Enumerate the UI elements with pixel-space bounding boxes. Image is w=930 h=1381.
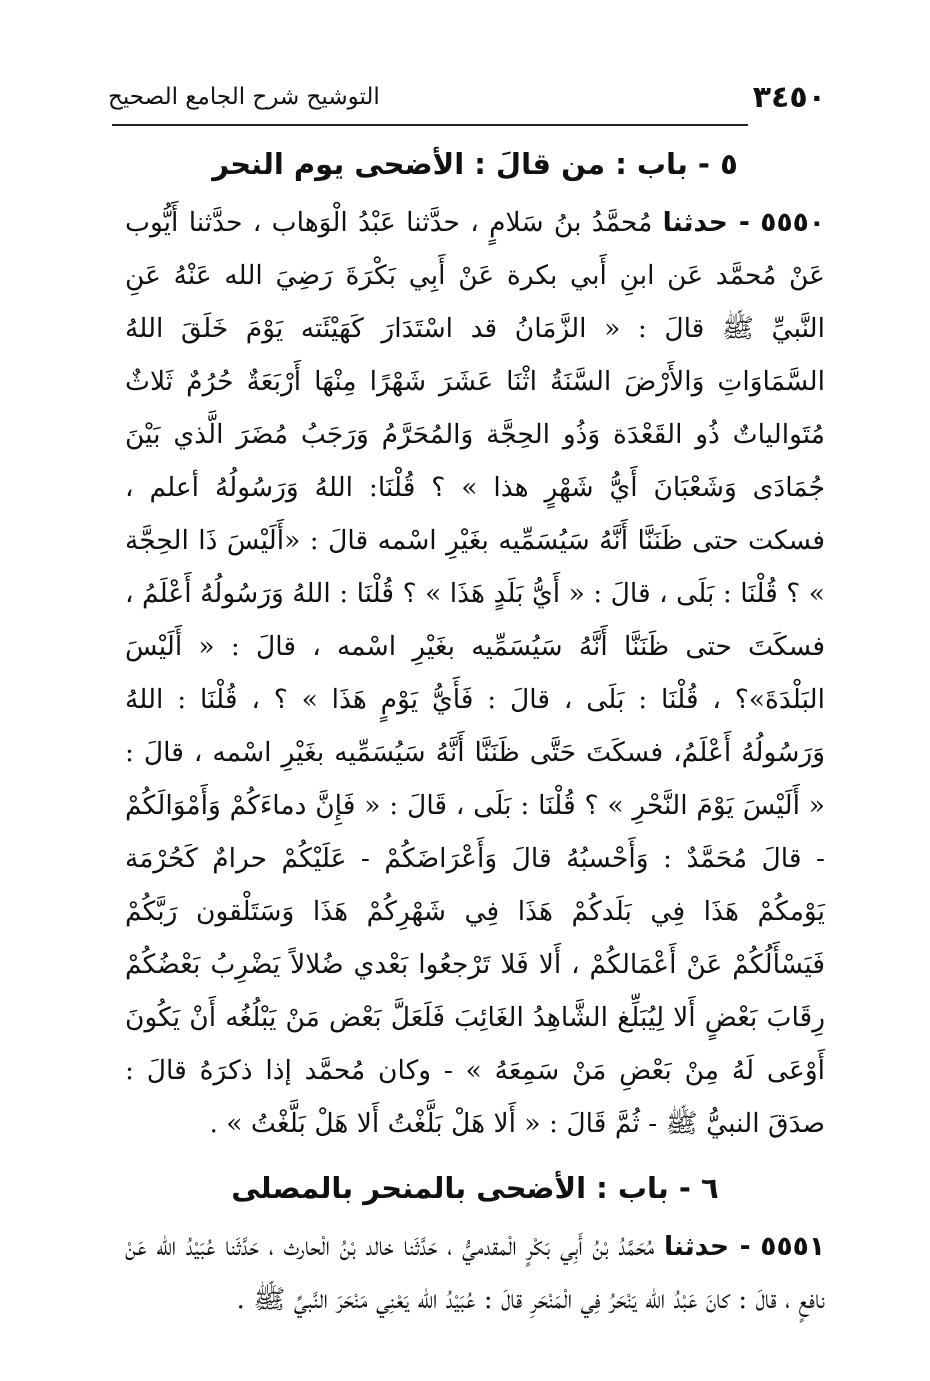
page-number: ٣٤٥٠ bbox=[752, 80, 826, 115]
hadith-number: ٥٥٥٠ bbox=[760, 207, 825, 238]
chapter-heading: ٥ - باب : من قالَ : الأضحى يوم النحر bbox=[212, 147, 738, 181]
hadith-paragraph bbox=[125, 196, 825, 1150]
hadith-intro: - حدثنا bbox=[663, 1231, 751, 1262]
chapter-heading: ٦ - باب : الأضحى بالمنحر بالمصلى bbox=[231, 1171, 719, 1205]
hadith-intro: - حدثنا bbox=[662, 207, 750, 238]
hadith-number: ٥٥٥١ bbox=[760, 1231, 825, 1262]
running-title: التوشيح شرح الجامع الصحيح bbox=[108, 84, 380, 110]
header-divider bbox=[112, 124, 748, 126]
hadith-paragraph bbox=[125, 1220, 825, 1326]
hadith-text: مُحَمَّدُ بْنُ أَبِي بَكْرٍ الْمقدميُّ ، حَدَّثَنا خالد بْنُ الْحارث ، حَدَّثَنا عُبَيْدُ الله عَنْ نافعٍ ، قالَ : كانَ عَبْدُ الله يَنْحَرُ فِي الْمَنْحَرِ قالَ : عُبَيْدُ الله يَعْنِي مَنْحَرَ النَّبيِّ ﷺ . bbox=[125, 1231, 825, 1315]
hadith-text: مُحمَّدُ بنُ سَلامٍ ، حدَّثنا عَبْدُ الْوَهاب ، حدَّثنا أَيُّوب عَنْ مُحمَّد عَن ابنِ أَبي بكرة عَنْ أَبِي بَكْرَةَ رَضِيَ الله عَنْهُ عَنِ النَّبيِّ ﷺ قالَ : « الزَّمَانُ قد اسْتَدَارَ كَهَيْئَته يَوْمَ خَلَقَ اللهُ السَّمَاوَاتِ وَالأَرْضَ السَّنَةُ اثْنَا عَشَرَ شَهْرًا مِنْهَا أَرْبَعَةٌ حُرُمٌ ثَلاثٌ مُتَوالياتٌ ذُو القَعْدَة وَذُو الحِجَّة وَالمُحَرَّمُ وَرَجَبُ مُضَرَ الَّذي بَيْنَ جُمَادَى وَشَعْبَانَ أَيُّ شَهْرٍ هذا » ؟ قُلْنَا: اللهُ وَرَسُولُهُ أعلم ، فسكت حتى ظَنَنَّا أَنَّهُ سَيُسَمِّيه بغَيْرِ اسْمه قالَ : «أَلَيْسَ ذَا الحِجَّة » ؟ قُلْنَا : بَلَى ، قالَ : « أَيُّ بَلَدٍ هَذَا » ؟ قُلْنَا : اللهُ وَرَسُولُهُ أَعْلَمُ ، فسكَتَ حتى ظَنَنَّا أَنَّهُ سَيُسَمِّيه بغَيْرِ اسْمه ، قالَ : « أَلَيْسَ البَلْدَةَ»؟ ، قُلْنَا : بَلَى ، قالَ : فَأَيُّ يَوْمٍ هَذَا » ؟ ، قُلْنَا : اللهُ وَرَسُولُهُ أَعْلَمُ، فسكَتَ حَتَّى ظَنَنَّا أَنَّهُ سَيُسَمِّيه بغَيْرِ اسْمه ، قالَ : « أَلَيْسَ يَوْمَ النَّحْرِ » ؟ قُلْنَا : بَلَى ، قَالَ : « فَإِنَّ دماءَكُمْ وَأَمْوَالَكُمْ - قالَ مُحَمَّدٌ : وَأَحْسبُهُ قالَ وَأَعْرَاضَكُمْ - عَلَيْكُمْ حرامٌ كَحُرْمَة يَوْمكُمْ هَذَا فِي بَلَدكُمْ هَذَا فِي شَهْرِكُمْ هَذَا وَسَتَلْقون رَبَّكُمْ فَيَسْأَلُكُمْ عَنْ أَعْمَالكُمْ ، أَلا فَلا تَرْجعُوا بَعْدي ضُلالاً يَضْرِبُ بَعْضُكُمْ رِقَابَ بَعْضٍ أَلا لِيُبَلِّغ الشَّاهِدُ الغَائِبَ فَلَعَلَّ بَعْض مَنْ يَبْلُغُه أَنْ يَكُونَ أَوْعَى لَهُ مِنْ بَعْضِ مَنْ سَمِعَهُ » - وكان مُحمَّد إذا ذكرَهُ قالَ : صدَقَ النبيُّ ﷺ - ثُمَّ قَالَ : « أَلا هَلْ بَلَّغْتُ أَلا هَلْ بَلَّغْتُ » . bbox=[125, 207, 825, 1139]
page-content bbox=[125, 140, 825, 1326]
page-header bbox=[108, 74, 826, 124]
